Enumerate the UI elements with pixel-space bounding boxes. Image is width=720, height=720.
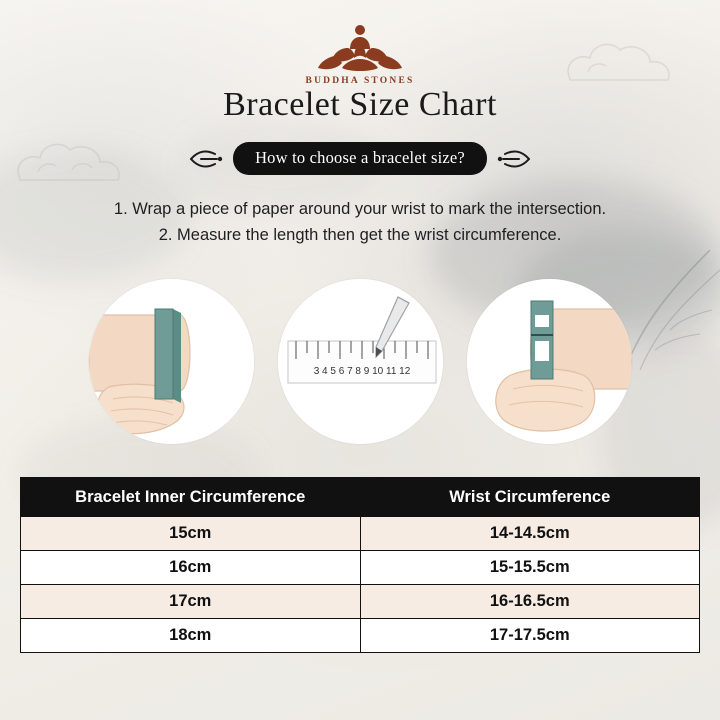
cell-inner-circumference: 17cm — [21, 585, 361, 619]
page-title: Bracelet Size Chart — [223, 86, 497, 123]
cell-wrist-circumference: 17-17.5cm — [360, 619, 700, 653]
illustration-wrap-paper-around-wrist — [89, 279, 254, 444]
table-row — [21, 551, 700, 585]
instruction-step-1: 1. Wrap a piece of paper around your wrist to mark the intersection. — [113, 200, 607, 218]
hand-wrist-paper-icon — [89, 279, 254, 444]
illustration-measure-with-ruler — [278, 279, 443, 444]
ruler-pencil-icon — [278, 279, 443, 444]
ruler-tick-labels: 3 4 5 6 7 8 9 10 11 12 — [313, 366, 410, 377]
brand-block — [0, 18, 720, 86]
instruction-step-2: 2. Measure the length then get the wrist circumference. — [158, 226, 562, 244]
brand-name: BUDDHA STONES — [305, 76, 415, 86]
subtitle-row — [0, 142, 720, 175]
hand-wrist-marked-icon — [467, 279, 632, 444]
cell-wrist-circumference: 14-14.5cm — [360, 517, 700, 551]
illustration-row — [0, 279, 720, 444]
table-header — [21, 478, 700, 517]
cell-inner-circumference: 18cm — [21, 619, 361, 653]
size-table — [20, 477, 700, 653]
flourish-left-icon — [189, 148, 223, 170]
column-header-inner-circumference: Bracelet Inner Circumference — [21, 478, 361, 517]
cell-inner-circumference: 15cm — [21, 517, 361, 551]
flourish-right-icon — [497, 148, 531, 170]
subtitle-pill: How to choose a bracelet size? — [233, 142, 487, 175]
cell-wrist-circumference: 16-16.5cm — [360, 585, 700, 619]
instructions-block — [0, 196, 720, 248]
table-row — [21, 585, 700, 619]
cell-wrist-circumference: 15-15.5cm — [360, 551, 700, 585]
table-header-row — [21, 478, 700, 517]
illustration-read-marked-length — [467, 279, 632, 444]
lotus-buddha-icon — [314, 18, 406, 74]
table-row — [21, 619, 700, 653]
column-header-wrist-circumference: Wrist Circumference — [360, 478, 700, 517]
cell-inner-circumference: 16cm — [21, 551, 361, 585]
table-row — [21, 517, 700, 551]
table-body — [21, 517, 700, 653]
